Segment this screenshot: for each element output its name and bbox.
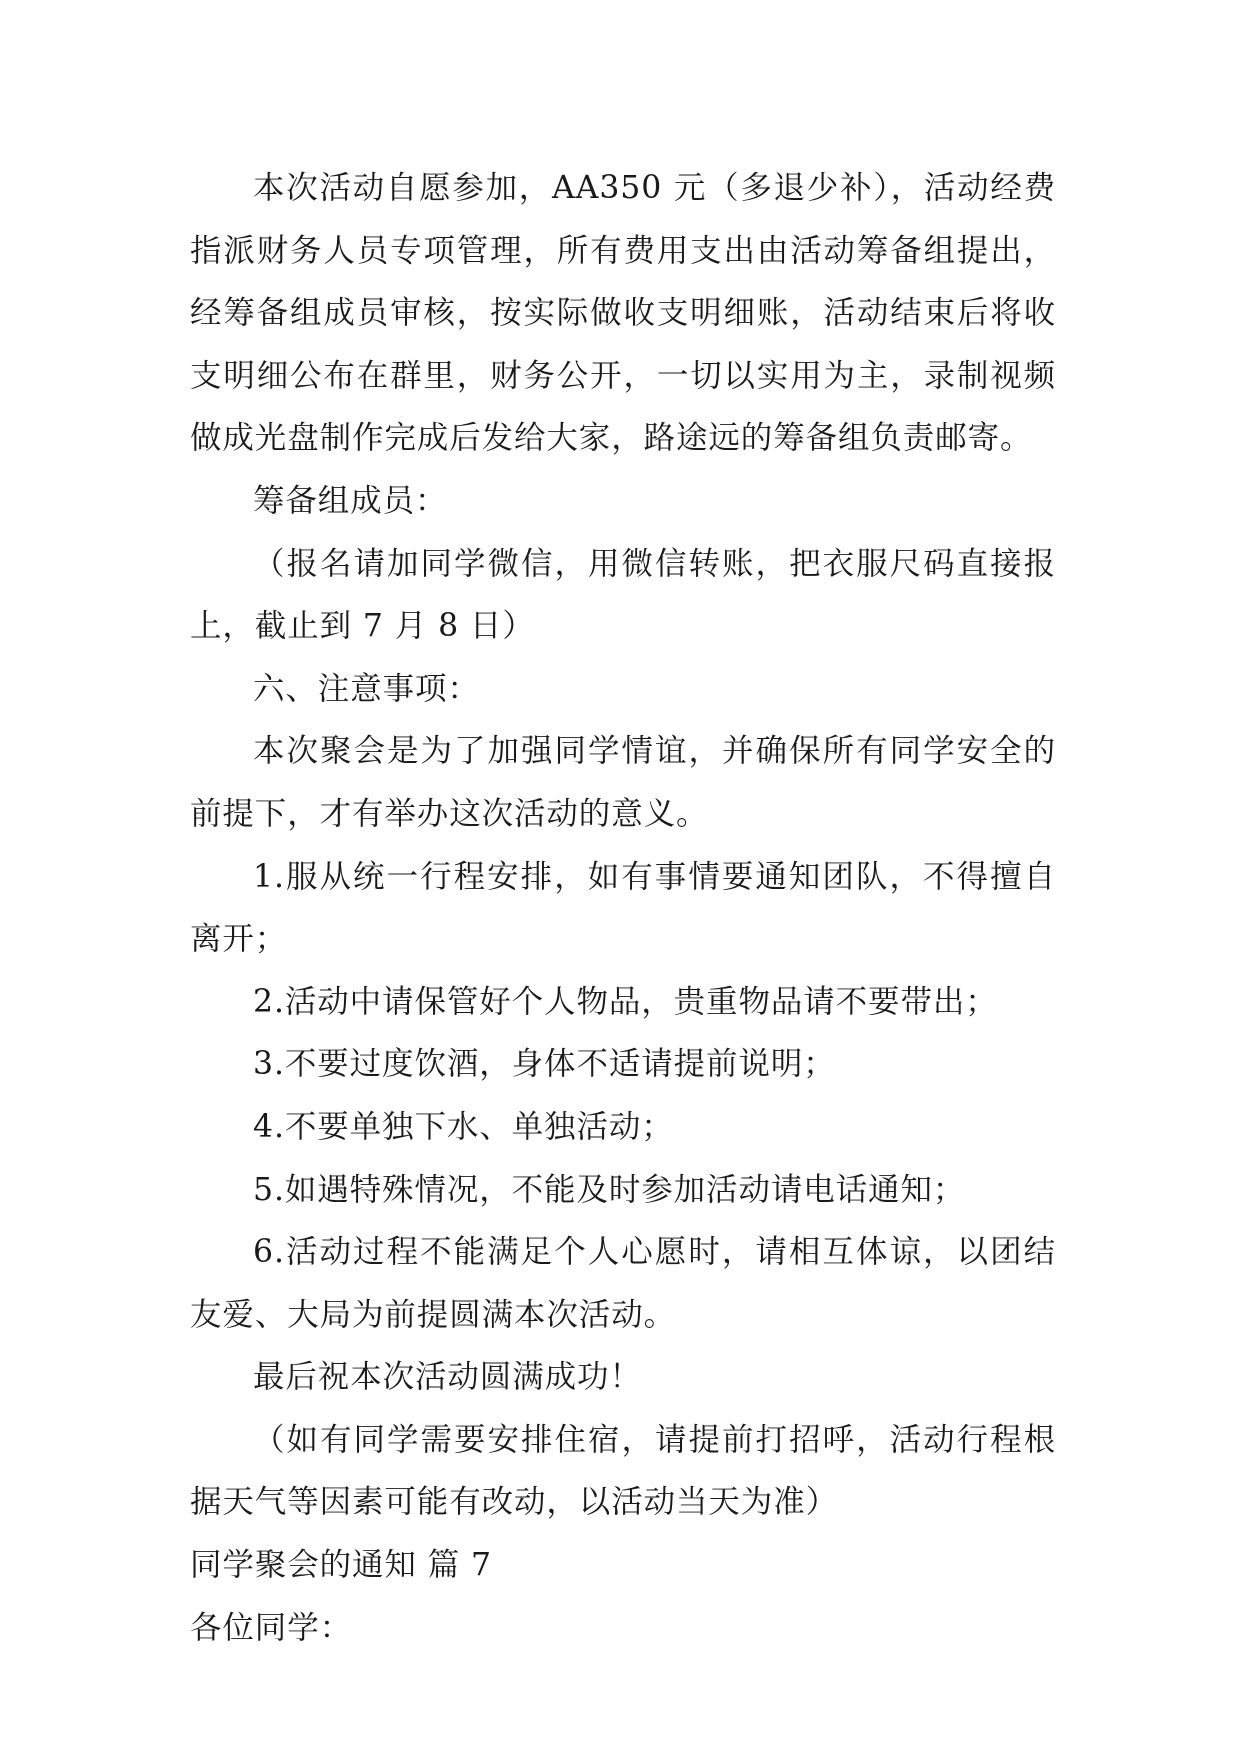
rule-item: 3.不要过度饮酒，身体不适请提前说明； (253, 1046, 836, 1083)
closing-wish: 最后祝本次活动圆满成功！ (253, 1359, 642, 1396)
purpose-paragraph: 本次聚会是为了加强同学情谊，并确保所有同学安全的前提下，才有举办这次活动的意义。 (190, 733, 1056, 832)
notes-heading: 六、注意事项： (253, 670, 480, 707)
document-body (190, 157, 1056, 1659)
committee-line: 筹备组成员： (253, 482, 448, 519)
rule-item: 1.服从统一行程安排，如有事情要通知团队，不得擅自离开； (190, 858, 1056, 958)
fee-paragraph: 本次活动自愿参加，AA350 元（多退少补），活动经费指派财务人员专项管理，所有费用支出由活动筹备组提出，经筹备组成员审核，按实际做收支明细账，活动结束后将收支明细公布在群里，财务公开，一切以实用为主，录制视频做成光盘制作完成后发给大家，路途远的筹备组负责邮寄。 (190, 170, 1056, 457)
rule-item: 2.活动中请保管好个人物品，贵重物品请不要带出； (253, 983, 998, 1020)
lodging-note: （如有同学需要安排住宿，请提前打招呼，活动行程根据天气等因素可能有改动，以活动当天为准） (190, 1421, 1056, 1521)
rule-item: 4.不要单独下水、单独活动； (253, 1108, 674, 1145)
rule-item: 6.活动过程不能满足个人心愿时，请相互体谅，以团结友爱、大局为前提圆满本次活动。 (190, 1234, 1056, 1333)
rule-item: 5.如遇特殊情况，不能及时参加活动请电话通知； (253, 1171, 966, 1208)
signup-note: （报名请加同学微信，用微信转账，把衣服尺码直接报上，截止到 7 月 8 日） (190, 545, 1056, 645)
salutation: 各位同学： (190, 1609, 353, 1646)
section-title: 同学聚会的通知 篇 7 (190, 1547, 492, 1584)
